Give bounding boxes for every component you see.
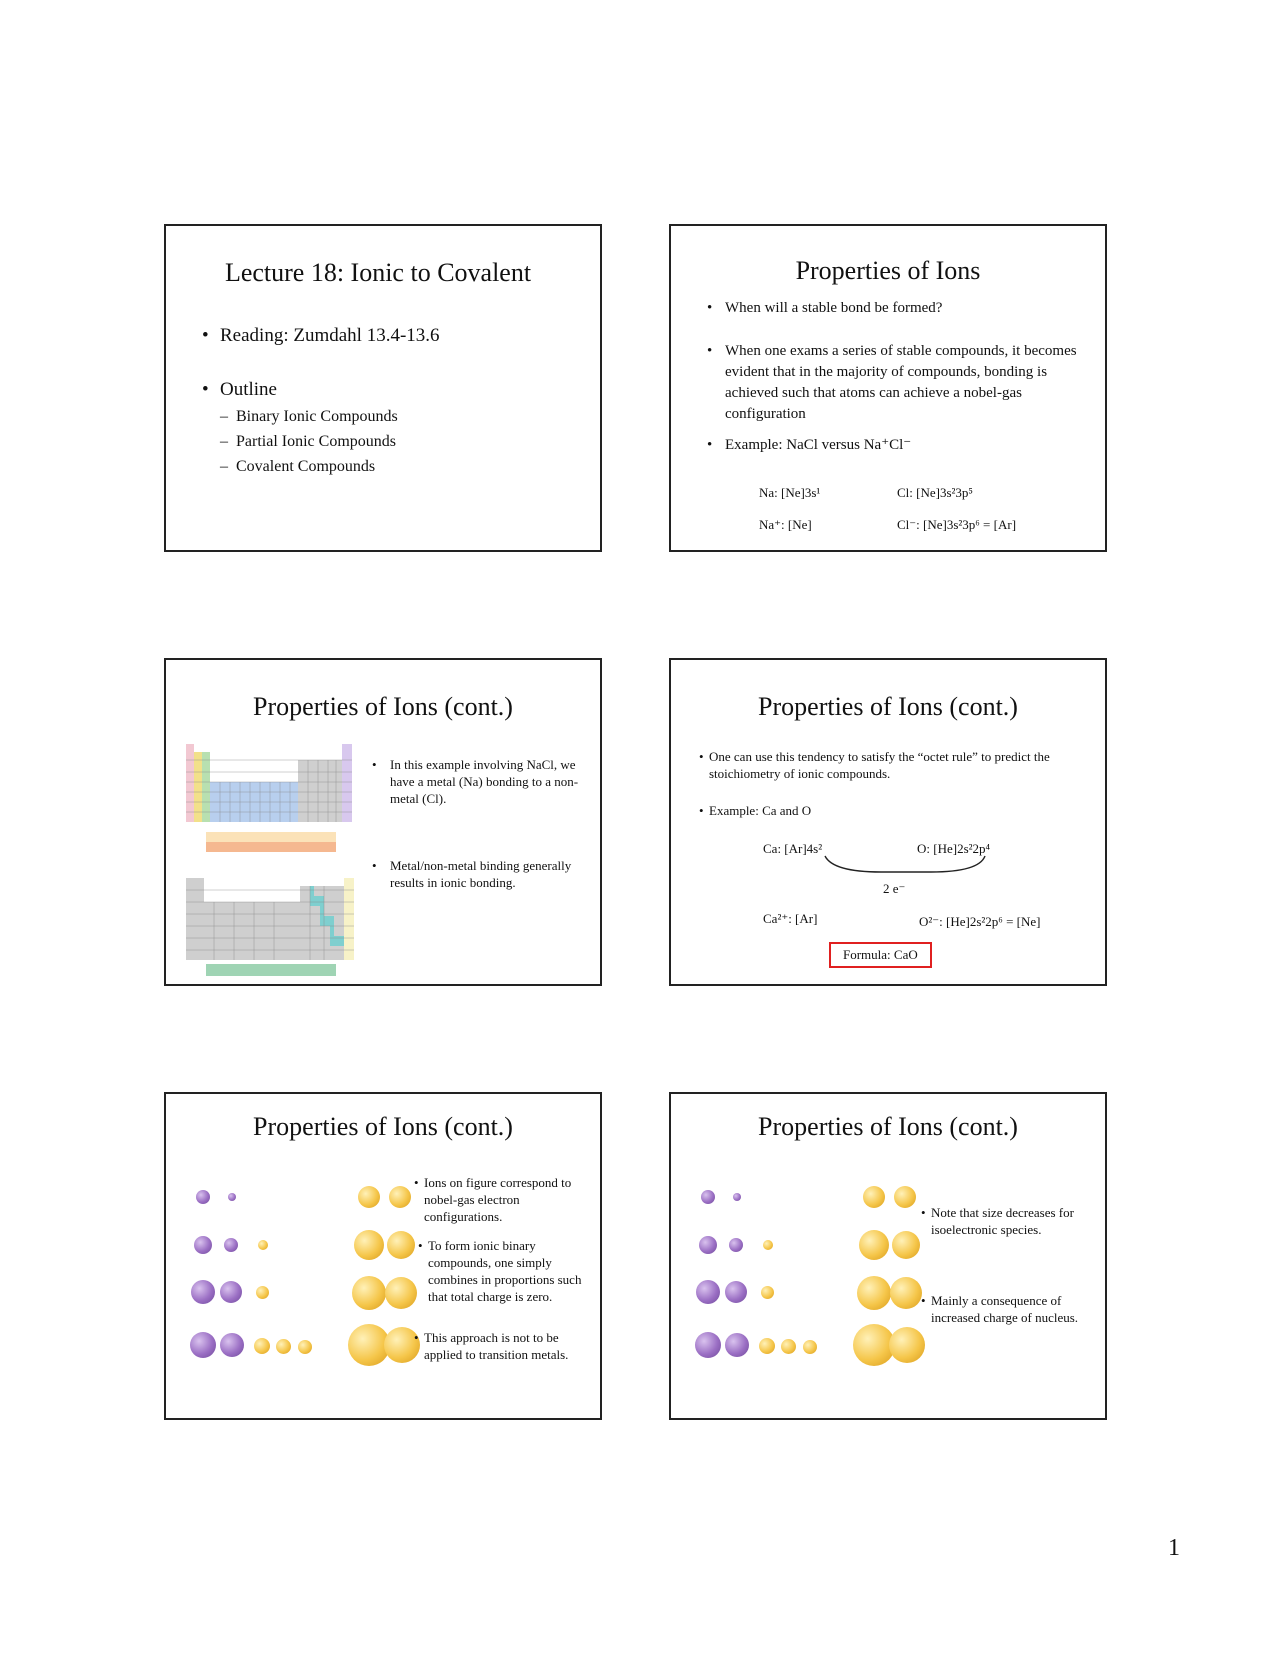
bullet-list [921,1204,1105,1326]
cation-icon [803,1340,817,1354]
cation-icon [224,1238,238,1252]
bullet-item: • To form ionic binary compounds, one simply combines in proportions such that total charge is zero. [418,1238,582,1304]
cation-icon [220,1333,244,1357]
slide-3 [164,658,602,986]
cation-icon [696,1280,720,1304]
anion-icon [863,1186,885,1208]
sub-bullet-item: – Binary Ionic Compounds [220,408,398,425]
cation-icon [725,1281,747,1303]
slide-1 [164,224,602,552]
bullet-item: • Example: NaCl versus Na⁺Cl⁻ [707,437,912,453]
config-o-ion: O²⁻: [He]2s²2p⁶ = [Ne] [919,914,1041,929]
slide-4 [669,658,1107,986]
bullet-item: • Example: Ca and O [699,803,812,818]
bullet-item: • When will a stable bond be formed? [707,300,943,316]
slide-6 [669,1092,1107,1420]
slide-title: Lecture 18: Ionic to Covalent [224,258,532,287]
anion-icon [358,1186,380,1208]
config-ca: Ca: [Ar]4s² [763,841,823,856]
bullet-list [707,298,1079,456]
anion-icon [857,1276,891,1310]
cation-icon [701,1190,715,1204]
bullet-item: • When one exams a series of stable compounds, it becomes evident that in the majority of compounds, bonding is achieved such that atoms can achieve a nobel-gas configuration [707,343,1077,422]
slide-2 [669,224,1107,552]
bullet-text: Outline [220,379,277,400]
slide-title: Properties of Ions (cont.) [253,692,513,721]
cation-icon [228,1193,236,1201]
bullet-item: • Metal/non-metal binding generally results in ionic bonding. [372,858,572,890]
bullet-item: • This approach is not to be applied to transition metals. [414,1330,569,1362]
cation-icon [733,1193,741,1201]
bullet-item: • Outline [202,379,277,400]
slide-title: Properties of Ions (cont.) [758,1112,1018,1141]
anion-icon [389,1186,411,1208]
cation-icon [220,1281,242,1303]
cation-icon [699,1236,717,1254]
electron-transfer-arc [821,854,991,878]
cation-icon [729,1238,743,1252]
config-na: Na: [Ne]3s¹ [759,485,821,500]
anion-icon [387,1231,415,1259]
cation-icon [190,1332,216,1358]
cation-icon [196,1190,210,1204]
config-o: O: [He]2s²2p⁴ [917,841,991,856]
sub-bullet-list [202,404,582,479]
cation-icon [761,1286,774,1299]
anion-icon [354,1230,384,1260]
electron-count: 2 e⁻ [883,881,906,896]
cation-icon [256,1286,269,1299]
cation-icon [695,1332,721,1358]
bullet-list [414,1174,594,1363]
config-cl-ion: Cl⁻: [Ne]3s²3p⁶ = [Ar] [897,517,1017,532]
anion-icon [894,1186,916,1208]
anion-icon [859,1230,889,1260]
cation-icon [298,1340,312,1354]
ionic-radii-figure [687,1176,917,1376]
ionic-radii-figure [182,1176,412,1376]
config-cl: Cl: [Ne]3s²3p⁵ [897,485,973,500]
bullet-text: Reading: Zumdahl 13.4-13.6 [220,325,440,346]
anion-icon [385,1277,417,1309]
bullet-list [372,756,592,891]
anion-icon [890,1277,922,1309]
sub-bullet-item: – Covalent Compounds [220,458,376,475]
bullet-list [202,322,582,479]
anion-icon [892,1231,920,1259]
config-na-ion: Na⁺: [Ne] [759,517,812,532]
bullet-item: • Ions on figure correspond to nobel-gas electron configurations. [414,1175,572,1224]
sub-bullet-item: – Partial Ionic Compounds [220,433,396,450]
bullet-list [699,748,1089,819]
config-ca-ion: Ca²⁺: [Ar] [763,911,818,926]
page-number: 1 [1168,1535,1180,1561]
bullet-item: • Reading: Zumdahl 13.4-13.6 [202,325,440,346]
slide-title: Properties of Ions [795,256,981,285]
bullet-item: • One can use this tendency to satisfy the “octet rule” to predict the stoichiometry of ionic compounds. [699,749,1050,781]
cation-icon [258,1240,268,1250]
slide-5 [164,1092,602,1420]
cation-icon [725,1333,749,1357]
slide-title: Properties of Ions (cont.) [758,692,1018,721]
cation-icon [781,1339,796,1354]
cation-icon [763,1240,773,1250]
anion-icon [889,1327,925,1363]
cation-icon [759,1338,775,1354]
cation-icon [194,1236,212,1254]
periodic-table-figure [184,730,364,978]
bullet-item: • In this example involving NaCl, we have a metal (Na) bonding to a non-metal (Cl). [372,757,579,806]
anion-icon [352,1276,386,1310]
cation-icon [276,1339,291,1354]
formula-box: Formula: CaO [829,942,932,968]
bullet-item: • Note that size decreases for isoelectronic species. [921,1205,1074,1237]
cation-icon [254,1338,270,1354]
slide-title: Properties of Ions (cont.) [253,1112,513,1141]
cation-icon [191,1280,215,1304]
bullet-item: • Mainly a consequence of increased charge of nucleus. [921,1293,1079,1325]
